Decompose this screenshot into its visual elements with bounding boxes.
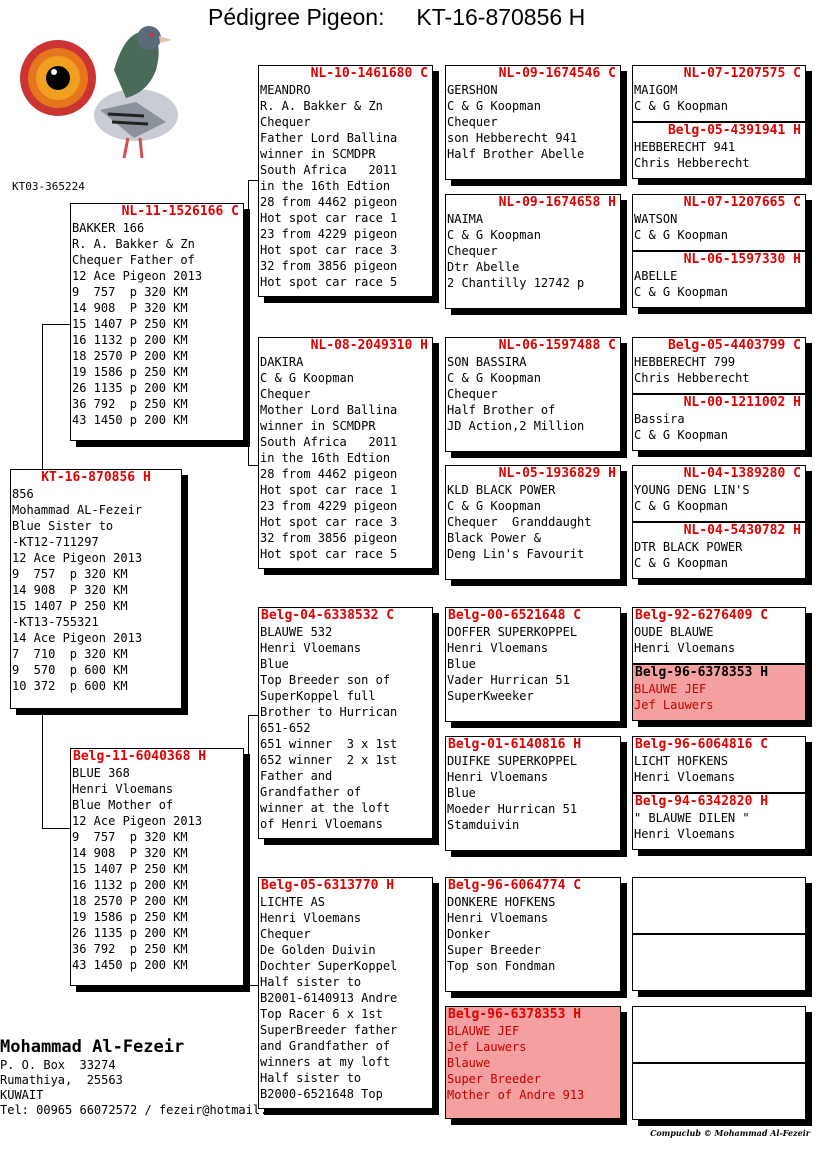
great-grandparent-card xyxy=(632,793,806,850)
ring-number: NL-11-1526166 C xyxy=(121,204,239,219)
detail-line: Super Breeder xyxy=(447,943,541,957)
detail-line: BLUE 368 xyxy=(72,766,130,780)
detail-line: JD Action,2 Million xyxy=(447,419,585,433)
detail-line: Chequer xyxy=(260,927,311,941)
owner-address-line: KUWAIT xyxy=(0,1088,44,1102)
detail-line: Hot spot car race 5 xyxy=(260,275,398,289)
owner-block xyxy=(0,1036,267,1118)
detail-line: C & G Koopman xyxy=(634,99,728,113)
owner-contact-line: Tel: 00965 66072572 / fezeir@hotmail. xyxy=(0,1103,268,1117)
detail-line: 32 from 3856 pigeon xyxy=(260,259,398,273)
detail-line: South Africa 2011 xyxy=(260,435,398,449)
ring-number: NL-04-5430782 H xyxy=(683,523,801,538)
detail-line: YOUNG DENG LIN'S xyxy=(634,483,750,497)
ring-number: Belg-96-6378353 H xyxy=(635,665,769,680)
pigeon-photo xyxy=(16,10,186,170)
detail-line: 19 1586 p 250 KM xyxy=(72,365,188,379)
detail-line: C & G Koopman xyxy=(447,228,541,242)
pigeon-details xyxy=(259,624,432,832)
detail-line: Vader Hurrican 51 xyxy=(447,673,570,687)
ring-number: NL-00-1211002 H xyxy=(683,395,801,410)
detail-line: BLAUWE 532 xyxy=(260,625,333,639)
ancestor-card xyxy=(445,877,621,992)
detail-line: 651-652 xyxy=(260,721,311,735)
detail-line: Chequer xyxy=(447,387,498,401)
pigeon-details xyxy=(259,894,432,1102)
detail-line: 23 from 4229 pigeon xyxy=(260,499,398,513)
detail-line: 14 908 P 320 KM xyxy=(12,583,128,597)
grandparent-card xyxy=(258,65,433,297)
detail-line: B2001-6140913 Andre xyxy=(260,991,398,1005)
ring-number: Belg-01-6140816 H xyxy=(448,737,582,752)
ring-number: Belg-00-6521648 C xyxy=(448,608,582,623)
detail-line: 36 792 p 250 KM xyxy=(72,942,188,956)
detail-line: 12 Ace Pigeon 2013 xyxy=(72,814,203,828)
great-grandparent-card xyxy=(632,465,806,522)
detail-line: Hot spot car race 1 xyxy=(260,483,398,497)
pigeon-details xyxy=(633,82,805,114)
detail-line: -KT12-711297 xyxy=(12,535,99,549)
pigeon-details xyxy=(71,220,243,428)
connector-line xyxy=(42,324,43,471)
ring-number: NL-05-1936829 H xyxy=(498,466,616,481)
detail-line: Father and xyxy=(260,769,333,783)
detail-line: WATSON xyxy=(634,212,678,226)
detail-line: Deng Lin's Favourit xyxy=(447,547,585,561)
detail-line: Henri Vloemans xyxy=(260,911,362,925)
great-grandparent-card xyxy=(632,337,806,394)
detail-line: R. A. Bakker & Zn xyxy=(72,237,195,251)
detail-line: Chequer xyxy=(260,387,311,401)
pigeon-details xyxy=(633,211,805,243)
detail-line: Chequer xyxy=(447,244,498,258)
detail-line: Father Lord Ballina xyxy=(260,131,398,145)
detail-line: MEANDRO xyxy=(260,83,311,97)
ring-number: Belg-96-6064774 C xyxy=(448,878,582,893)
connector-line xyxy=(42,710,43,828)
detail-line: Hot spot car race 1 xyxy=(260,211,398,225)
detail-line: Blue xyxy=(260,657,289,671)
detail-line: BAKKER 166 xyxy=(72,221,145,235)
detail-line: Bassira xyxy=(634,412,685,426)
detail-line: winner in SCMDPR xyxy=(260,419,376,433)
ring-number: Belg-94-6342820 H xyxy=(635,794,769,809)
detail-line: 28 from 4462 pigeon xyxy=(260,195,398,209)
pigeon-details xyxy=(259,354,432,562)
detail-line: NAIMA xyxy=(447,212,484,226)
detail-line: 9 757 p 320 KM xyxy=(12,567,128,581)
detail-line: Top Breeder son of xyxy=(260,673,391,687)
detail-line: 652 winner 2 x 1st xyxy=(260,753,398,767)
dam-card xyxy=(70,748,244,986)
detail-line: C & G Koopman xyxy=(260,371,354,385)
detail-line: C & G Koopman xyxy=(634,285,728,299)
pigeon-details xyxy=(633,139,805,171)
ring-number: Belg-05-4391941 H xyxy=(667,123,801,138)
detail-line: Blauwe xyxy=(447,1056,491,1070)
owner-address-line: P. O. Box 33274 xyxy=(0,1058,116,1072)
detail-line: 23 from 4229 pigeon xyxy=(260,227,398,241)
ring-number xyxy=(633,1064,805,1080)
detail-line: Henri Vloemans xyxy=(260,641,362,655)
detail-line: C & G Koopman xyxy=(634,228,728,242)
detail-line: 2 Chantilly 12742 p xyxy=(447,276,585,290)
pigeon-details xyxy=(446,753,620,833)
pigeon-details xyxy=(446,211,620,291)
detail-line: 36 792 p 250 KM xyxy=(72,397,188,411)
detail-line: Chequer Granddaught xyxy=(447,515,592,529)
pigeon-details xyxy=(11,486,181,694)
detail-line: Black Power & xyxy=(447,531,541,545)
pigeon-details xyxy=(71,765,243,973)
detail-line: 26 1135 p 200 KM xyxy=(72,381,188,395)
detail-line: DOFFER SUPERKOPPEL xyxy=(447,625,578,639)
detail-line: Blue Sister to xyxy=(12,519,114,533)
ring-number: Belg-11-6040368 H xyxy=(73,749,207,764)
grandparent-card xyxy=(258,337,433,569)
detail-line: Hot spot car race 3 xyxy=(260,243,398,257)
great-grandparent-card xyxy=(632,522,806,579)
detail-line: Dochter SuperKoppel xyxy=(260,959,398,973)
detail-line: Dtr Abelle xyxy=(447,260,520,274)
empty-card xyxy=(632,1006,806,1063)
detail-line: 9 570 p 600 KM xyxy=(12,663,128,677)
pigeon-details xyxy=(259,82,432,290)
copyright-text: Compuclub © Mohammad Al-Fezeir xyxy=(650,1128,810,1138)
detail-line: Half Brother of xyxy=(447,403,556,417)
detail-line: Brother to Hurrican xyxy=(260,705,398,719)
detail-line: Blue xyxy=(447,786,476,800)
pigeon-details xyxy=(633,539,805,571)
great-grandparent-card xyxy=(632,194,806,251)
detail-line: 28 from 4462 pigeon xyxy=(260,467,398,481)
detail-line: winner in SCMDPR xyxy=(260,147,376,161)
pigeon-details xyxy=(633,354,805,386)
ancestor-card xyxy=(445,736,621,851)
detail-line: KLD BLACK POWER xyxy=(447,483,556,497)
pigeon-details xyxy=(446,82,620,162)
detail-line: OUDE BLAUWE xyxy=(634,625,714,639)
ring-number: Belg-96-6378353 H xyxy=(448,1007,582,1022)
great-grandparent-card xyxy=(632,394,806,451)
connector-line xyxy=(42,828,70,829)
sire-card xyxy=(70,203,244,441)
detail-line: Mother of Andre 913 xyxy=(447,1088,585,1102)
detail-line: Top Racer 6 x 1st xyxy=(260,1007,383,1021)
detail-line: C & G Koopman xyxy=(634,499,728,513)
detail-line: 9 757 p 320 KM xyxy=(72,830,188,844)
ancestor-card xyxy=(445,65,621,180)
pigeon-details xyxy=(633,681,805,713)
ring-number: Belg-92-6276409 C xyxy=(635,608,769,623)
empty-card xyxy=(632,934,806,991)
pigeon-details xyxy=(633,411,805,443)
ring-number: NL-07-1207665 C xyxy=(683,195,801,210)
detail-line: DUIFKE SUPERKOPPEL xyxy=(447,754,578,768)
connector-line xyxy=(248,985,258,986)
connector-line xyxy=(248,180,249,465)
detail-line: MAIGOM xyxy=(634,83,678,97)
ancestor-card xyxy=(445,194,621,309)
detail-line: Donker xyxy=(447,927,491,941)
detail-line: 15 1407 P 250 KM xyxy=(72,862,188,876)
great-grandparent-card xyxy=(632,122,806,179)
ring-number xyxy=(633,1007,805,1023)
detail-line: 15 1407 P 250 KM xyxy=(12,599,128,613)
detail-line: 856 xyxy=(12,487,34,501)
ring-number: Belg-05-4403799 C xyxy=(667,338,801,353)
page-title: Pédigree Pigeon: KT-16-870856 H xyxy=(208,4,586,30)
detail-line: Half sister to xyxy=(260,975,362,989)
detail-line: 14 908 P 320 KM xyxy=(72,301,188,315)
detail-line: 19 1586 p 250 KM xyxy=(72,910,188,924)
detail-line: Henri Vloemans xyxy=(447,770,549,784)
connector-line xyxy=(248,465,258,466)
detail-line: 9 757 p 320 KM xyxy=(72,285,188,299)
detail-line: SuperKweeker xyxy=(447,689,534,703)
detail-line: Stamduivin xyxy=(447,818,520,832)
pigeon-details xyxy=(633,810,805,842)
detail-line: 651 winner 3 x 1st xyxy=(260,737,398,751)
empty-card xyxy=(632,877,806,934)
great-grandparent-card xyxy=(632,736,806,793)
detail-line: Chris Hebberecht xyxy=(634,156,750,170)
detail-line: LICHT HOFKENS xyxy=(634,754,728,768)
pigeon-details xyxy=(446,1023,620,1103)
detail-line: C & G Koopman xyxy=(447,499,541,513)
empty-card xyxy=(632,1063,806,1120)
detail-line: Blue xyxy=(447,657,476,671)
great-grandparent-card xyxy=(632,251,806,308)
detail-line: Chequer xyxy=(260,115,311,129)
pigeon-details xyxy=(633,268,805,300)
detail-line: Henri Vloemans xyxy=(447,911,549,925)
detail-line: Blue Mother of xyxy=(72,798,174,812)
detail-line: DAKIRA xyxy=(260,355,304,369)
detail-line: Half sister to xyxy=(260,1071,362,1085)
detail-line: 18 2570 P 200 KM xyxy=(72,894,188,908)
detail-line: 16 1132 p 200 KM xyxy=(72,333,188,347)
connector-line xyxy=(248,715,249,985)
detail-line: SON BASSIRA xyxy=(447,355,527,369)
detail-line: R. A. Bakker & Zn xyxy=(260,99,383,113)
detail-line: Mohammad AL-Fezeir xyxy=(12,503,143,517)
connector-line xyxy=(248,715,258,716)
ancestor-card xyxy=(445,337,621,452)
detail-line: and Grandfather of xyxy=(260,1039,391,1053)
detail-line: Henri Vloemans xyxy=(634,770,736,784)
ring-number xyxy=(633,878,805,894)
great-grandparent-card xyxy=(632,664,806,721)
detail-line: Mother Lord Ballina xyxy=(260,403,398,417)
detail-line: Chequer Father of xyxy=(72,253,195,267)
detail-line: Jef Lauwers xyxy=(634,698,714,712)
detail-line: in the 16th Edtion xyxy=(260,179,391,193)
detail-line: winners at my loft xyxy=(260,1055,391,1069)
ring-number: NL-06-1597330 H xyxy=(683,252,801,267)
detail-line: C & G Koopman xyxy=(447,371,541,385)
detail-line: C & G Koopman xyxy=(634,428,728,442)
ring-number: NL-10-1461680 C xyxy=(310,66,428,81)
detail-line: C & G Koopman xyxy=(634,556,728,570)
owner-address-line: Rumathiya, 25563 xyxy=(0,1073,123,1087)
detail-line: 10 372 p 600 KM xyxy=(12,679,128,693)
great-grandparent-card xyxy=(632,607,806,664)
ancestor-card xyxy=(445,465,621,580)
detail-line: HEBBERECHT 941 xyxy=(634,140,736,154)
detail-line: B2000-6521648 Top xyxy=(260,1087,383,1101)
detail-line: in the 16th Edtion xyxy=(260,451,391,465)
pigeon-details xyxy=(633,482,805,514)
detail-line: 7 710 p 320 KM xyxy=(12,647,128,661)
pigeon-details xyxy=(446,482,620,562)
pigeon-details xyxy=(446,894,620,974)
detail-line: 16 1132 p 200 KM xyxy=(72,878,188,892)
detail-line: " BLAUWE DILEN " xyxy=(634,811,750,825)
detail-line: Henri Vloemans xyxy=(447,641,549,655)
detail-line: De Golden Duivin xyxy=(260,943,376,957)
detail-line: Hot spot car race 3 xyxy=(260,515,398,529)
detail-line: C & G Koopman xyxy=(447,99,541,113)
ring-number: Belg-04-6338532 C xyxy=(261,608,395,623)
detail-line: Henri Vloemans xyxy=(72,782,174,796)
detail-line: South Africa 2011 xyxy=(260,163,398,177)
ring-number: NL-09-1674658 H xyxy=(498,195,616,210)
ancestor-card xyxy=(445,607,621,722)
owner-name: Mohammad Al-Fezeir xyxy=(0,1037,185,1057)
detail-line: -KT13-755321 xyxy=(12,615,99,629)
detail-line: Henri Vloemans xyxy=(634,641,736,655)
ring-number: Belg-05-6313770 H xyxy=(261,878,395,893)
grandparent-card xyxy=(258,607,433,839)
ring-number xyxy=(633,935,805,951)
pigeon-details xyxy=(633,624,805,656)
detail-line: Henri Vloemans xyxy=(634,827,736,841)
detail-line: BLAUWE JEF xyxy=(634,682,707,696)
photo-label: KT03-365224 xyxy=(12,180,85,193)
detail-line: SuperBreeder father xyxy=(260,1023,398,1037)
great-grandparent-card xyxy=(632,65,806,122)
detail-line: 14 908 P 320 KM xyxy=(72,846,188,860)
ring-number: NL-06-1597488 C xyxy=(498,338,616,353)
detail-line: 12 Ace Pigeon 2013 xyxy=(12,551,143,565)
detail-line: Moeder Hurrican 51 xyxy=(447,802,578,816)
ring-number: NL-09-1674546 C xyxy=(498,66,616,81)
detail-line: Chequer xyxy=(447,115,498,129)
pigeon-details xyxy=(446,624,620,704)
ring-number: NL-04-1389280 C xyxy=(683,466,801,481)
subject-card xyxy=(10,469,182,709)
connector-line xyxy=(248,180,258,181)
detail-line: 18 2570 P 200 KM xyxy=(72,349,188,363)
detail-line: 43 1450 p 200 KM xyxy=(72,413,188,427)
ring-number: NL-07-1207575 C xyxy=(683,66,801,81)
detail-line: of Henri Vloemans xyxy=(260,817,383,831)
connector-line xyxy=(42,324,70,325)
ring-number: Belg-96-6064816 C xyxy=(635,737,769,752)
detail-line: Top son Fondman xyxy=(447,959,556,973)
pigeon-details xyxy=(633,753,805,785)
detail-line: Super Breeder xyxy=(447,1072,541,1086)
detail-line: Hot spot car race 5 xyxy=(260,547,398,561)
detail-line: Grandfather of xyxy=(260,785,362,799)
detail-line: DONKERE HOFKENS xyxy=(447,895,556,909)
ring-number: KT-16-870856 H xyxy=(41,470,151,485)
detail-line: Jef Lauwers xyxy=(447,1040,527,1054)
detail-line: 26 1135 p 200 KM xyxy=(72,926,188,940)
detail-line: 43 1450 p 200 KM xyxy=(72,958,188,972)
detail-line: LICHTE AS xyxy=(260,895,326,909)
pigeon-details xyxy=(446,354,620,434)
ring-number: NL-08-2049310 H xyxy=(310,338,428,353)
detail-line: DTR BLACK POWER xyxy=(634,540,743,554)
grandparent-card xyxy=(258,877,433,1109)
detail-line: 32 from 3856 pigeon xyxy=(260,531,398,545)
detail-line: son Hebberecht 941 xyxy=(447,131,578,145)
detail-line: Chris Hebberecht xyxy=(634,371,750,385)
detail-line: Half Brother Abelle xyxy=(447,147,585,161)
ancestor-card xyxy=(445,1006,621,1119)
detail-line: GERSHON xyxy=(447,83,498,97)
detail-line: SuperKoppel full xyxy=(260,689,376,703)
detail-line: BLAUWE JEF xyxy=(447,1024,520,1038)
detail-line: ABELLE xyxy=(634,269,678,283)
detail-line: winner at the loft xyxy=(260,801,391,815)
detail-line: 12 Ace Pigeon 2013 xyxy=(72,269,203,283)
detail-line: HEBBERECHT 799 xyxy=(634,355,736,369)
detail-line: 15 1407 P 250 KM xyxy=(72,317,188,331)
detail-line: 14 Ace Pigeon 2013 xyxy=(12,631,143,645)
